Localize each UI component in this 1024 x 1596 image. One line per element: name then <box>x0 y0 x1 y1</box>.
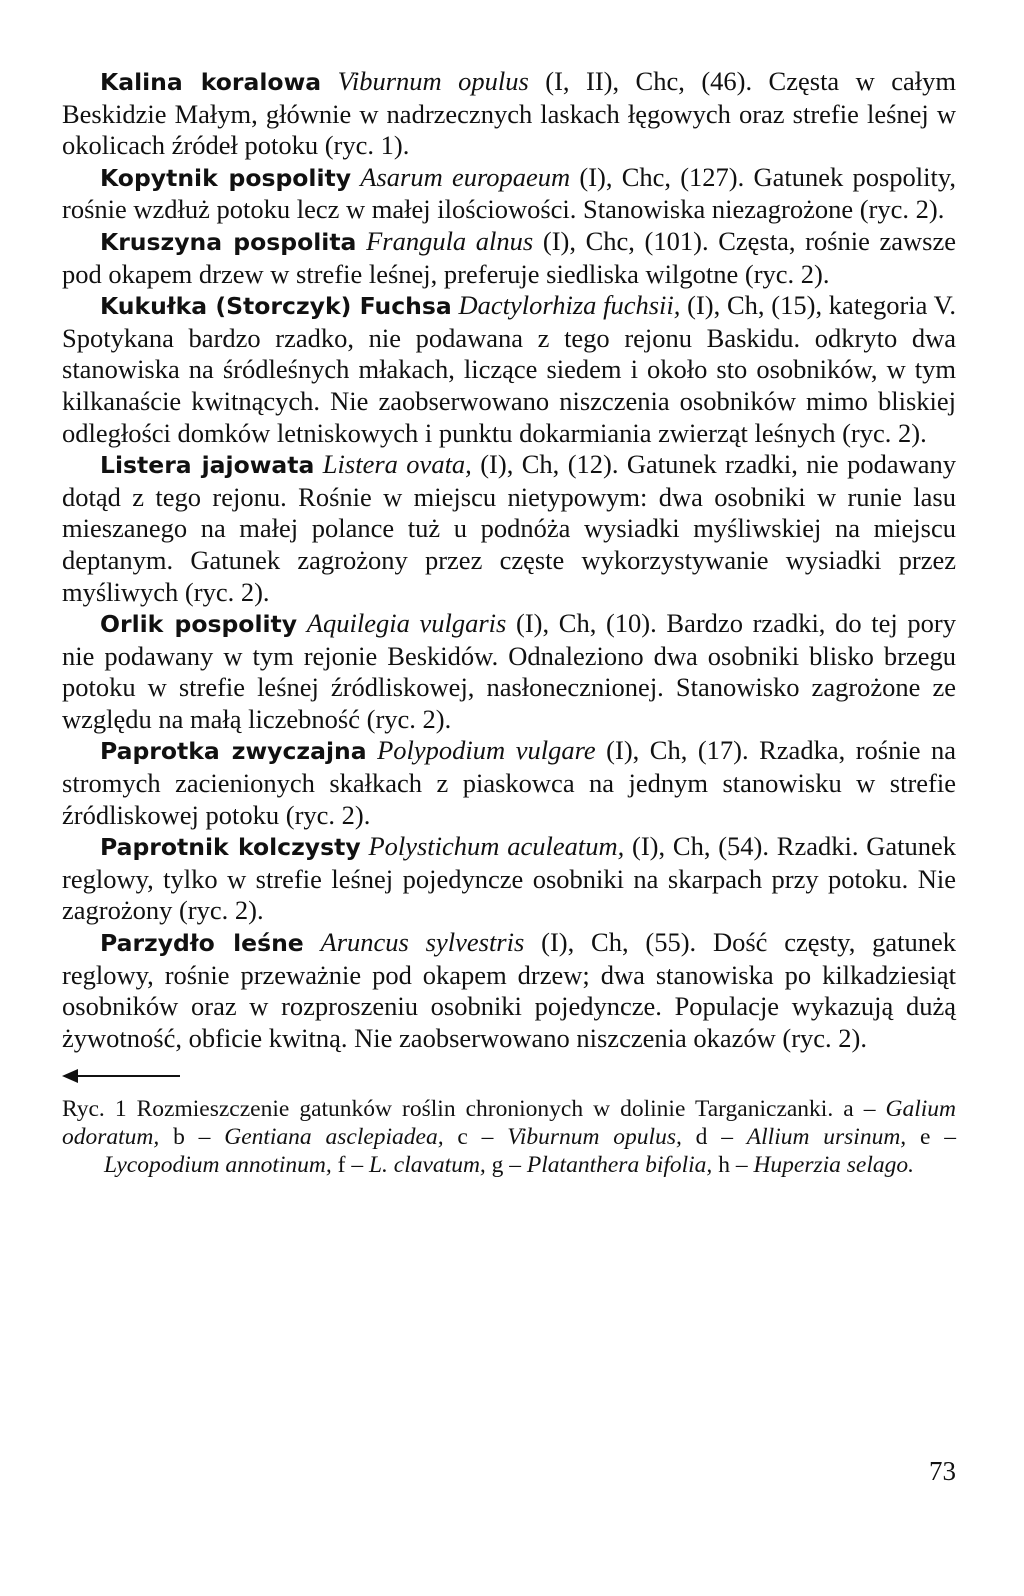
left-arrow-icon <box>62 1066 180 1086</box>
species-name-latin: Asarum europaeum <box>360 161 571 192</box>
figure-caption <box>62 1096 956 1179</box>
species-entry <box>62 449 956 608</box>
species-name-polish: Parzydło leśne <box>100 929 304 958</box>
species-description: (I), Ch, (10). Bardzo rzadki, do tej pory nie podawany w tym rejonie Beskidów. Odnaleziono dwa osobniki blisko brzegu potoku w strefie leśnej źródliskowej, nasłonecznionej. Stanowisko zagrożone ze względu na małą liczebność (ryc. 2). <box>62 608 956 734</box>
caption-species: Huperzia selago. <box>753 1151 915 1178</box>
species-description: (I), Ch, (54). Rzadki. Gatunek reglowy, tylko w strefie leśnej pojedyncze osobniki na skarpach przy potoku. Nie zagrożony (ryc. 2). <box>62 831 957 926</box>
caption-species: Lycopodium annotinum, <box>103 1151 332 1178</box>
species-entry <box>62 927 956 1054</box>
species-name-polish: Kopytnik pospolity <box>100 163 352 192</box>
caption-species: L. clavatum, <box>368 1151 486 1178</box>
species-name-polish: Paprotka zwyczajna <box>100 737 367 766</box>
arrow-head <box>62 1069 78 1083</box>
arrow-shaft <box>72 1075 180 1077</box>
species-name-latin: Viburnum opulus <box>337 66 529 96</box>
species-name-latin: Polypodium vulgare <box>377 735 596 766</box>
species-name-polish: Kruszyna pospolita <box>100 227 357 256</box>
page-body <box>62 66 956 1179</box>
species-name-polish: Orlik pospolity <box>100 610 298 639</box>
species-name-latin: Polystichum aculeatum, <box>368 831 625 862</box>
page-number: 73 <box>929 1456 956 1486</box>
species-entry <box>62 162 956 226</box>
caption-species: Gentiana asclepiadea, <box>224 1124 444 1150</box>
species-entry <box>62 831 956 927</box>
species-description: (I), Ch, (17). Rzadka, rośnie na stromych zacienionych skałkach z piaskowca na jednym stanowisku w strefie źródliskowej potoku (ryc. 2). <box>62 735 956 830</box>
caption-separator: b – <box>159 1124 225 1150</box>
species-entry <box>62 66 956 162</box>
caption-species: Allium ursinum, <box>746 1124 907 1150</box>
species-name-polish: Listera jajowata <box>100 451 315 480</box>
species-entry <box>62 608 956 735</box>
species-description: (I, II), Chc, (46). Częsta w całym Beskidzie Małym, głównie w nadrzecznych laskach łęgowych oraz strefie leśnej w okolicach źródeł potoku (ryc. 1). <box>62 66 957 161</box>
species-entry <box>62 735 956 831</box>
species-name-latin: Aruncus sylvestris <box>320 927 525 958</box>
species-description: (I), Chc, (101). Częsta, rośnie zawsze pod okapem drzew w strefie leśnej, preferuje siedliska wilgotne (ryc. 2). <box>62 225 956 289</box>
species-entry <box>62 290 956 449</box>
species-name-polish: Kalina koralowa <box>100 68 322 96</box>
caption-species: Galium odoratum, <box>62 1096 956 1150</box>
species-description: (I), Ch, (55). Dość częsty, gatunek reglowy, rośnie przeważnie pod okapem drzew; dwa stanowiska po kilkadziesiąt osobników oraz w rozproszeniu osobniki pojedyncze. Populacje wykazują dużą żywotność, obficie kwitną. Nie zaobserwowano niszczenia okazów (ryc. 2). <box>62 927 957 1053</box>
caption-separator: h – <box>712 1151 754 1178</box>
caption-separator: g – <box>485 1151 527 1178</box>
species-description: (I), Ch, (15), kategoria V. Spotykana bardzo rzadko, nie podawana z tego rejonu Baskidu. odkryto dwa stanowiska na śródleśnych młakach, liczące siedem i około sto osobników, w tym kilkanaście kwitnących. Nie zaobserwowano niszczenia osobników mimo bliskiej odległości domków letniskowych i punktu dokarmiania zwierząt leśnych (ryc. 2). <box>62 290 956 448</box>
species-name-latin: Dactylorhiza fuchsii, <box>458 290 681 321</box>
species-description: (I), Chc, (127). Gatunek pospolity, rośnie wzdłuż potoku lecz w małej ilościowości. Stanowiska niezagrożone (ryc. 2). <box>62 161 957 225</box>
caption-separator: e – <box>906 1124 956 1150</box>
caption-separator: f – <box>331 1151 369 1178</box>
species-entry <box>62 226 956 290</box>
caption-lead: Ryc. 1 Rozmieszczenie gatunków roślin chronionych w dolinie Targaniczanki. a – <box>62 1096 886 1123</box>
caption-species: Viburnum opulus, <box>507 1124 682 1150</box>
species-name-latin: Listera ovata, <box>322 449 472 480</box>
species-name-polish: Paprotnik kolczysty <box>100 833 361 862</box>
caption-species: Platanthera bifolia, <box>526 1151 713 1178</box>
species-name-polish: Kukułka (Storczyk) Fuchsa <box>100 292 452 321</box>
species-name-latin: Aquilegia vulgaris <box>306 608 507 639</box>
species-description: (I), Ch, (12). Gatunek rzadki, nie podawany dotąd z tego rejonu. Rośnie w miejscu nietypowym: dwa osobniki w runie lasu mieszanego na małej polance tuż u podnóża wysiadki myśliwskiej na miejscu deptanym. Gatunek zagrożony przez częste wykorzystywanie wysiadki przez myśliwych (ryc. 2). <box>62 449 956 607</box>
caption-separator: d – <box>681 1124 747 1150</box>
caption-separator: c – <box>443 1124 508 1150</box>
species-name-latin: Frangula alnus <box>366 225 534 256</box>
